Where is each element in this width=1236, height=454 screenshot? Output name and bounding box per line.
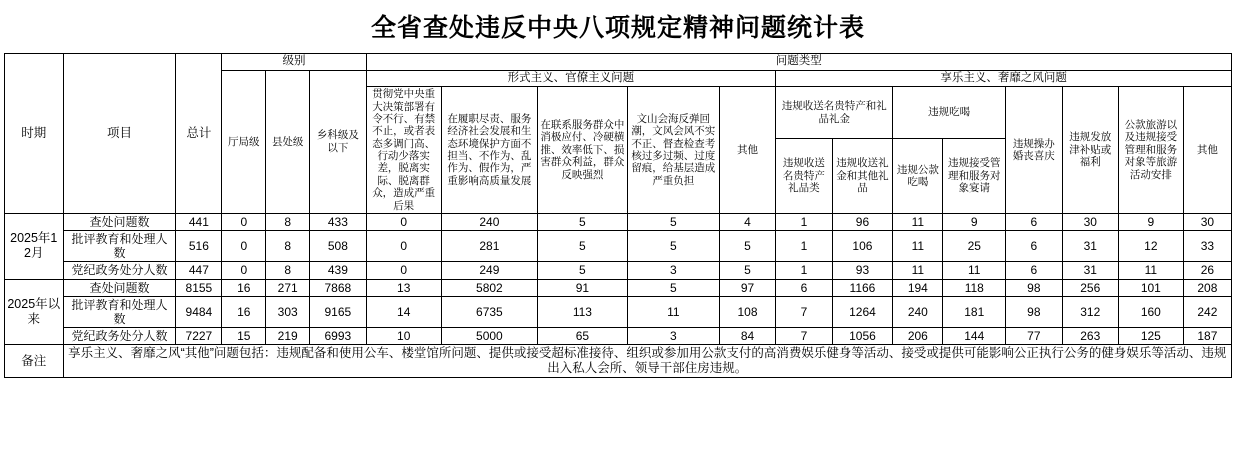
cell-gift-2: 96	[832, 213, 893, 230]
table-row	[5, 213, 1232, 230]
cell-formalism-other: 84	[719, 327, 775, 344]
table-row	[5, 296, 1232, 327]
header-formalism-col-2: 在履职尽责、服务经济社会发展和生态环境保护方面不担当、不作为、乱作为、假作为，严重影响高质量发展	[441, 87, 537, 214]
cell-dining-1: 11	[893, 213, 943, 230]
cell-hedonism-other: 33	[1183, 231, 1231, 262]
statistics-table	[4, 53, 1232, 378]
cell-total: 7227	[176, 327, 222, 344]
cell-formalism-4: 11	[627, 296, 719, 327]
header-period: 时期	[5, 54, 64, 214]
cell-formalism-other: 5	[719, 262, 775, 279]
cell-wedding: 98	[1006, 296, 1062, 327]
remark-label: 备注	[5, 345, 64, 378]
cell-dining-1: 11	[893, 231, 943, 262]
cell-hedonism-other: 242	[1183, 296, 1231, 327]
cell-formalism-4: 5	[627, 279, 719, 296]
header-formalism-group: 形式主义、官僚主义问题	[366, 70, 776, 87]
cell-level-ting: 16	[222, 296, 266, 327]
cell-formalism-other: 5	[719, 231, 775, 262]
item-label: 党纪政务处分人数	[63, 262, 176, 279]
table-row	[5, 279, 1232, 296]
cell-dining-1: 194	[893, 279, 943, 296]
header-formalism-col-3: 在联系服务群众中消极应付、冷硬横推、效率低下、损害群众利益，群众反映强烈	[537, 87, 627, 214]
cell-formalism-1: 0	[366, 231, 441, 262]
cell-gift-1: 6	[776, 279, 832, 296]
cell-formalism-2: 240	[441, 213, 537, 230]
cell-level-xian: 271	[266, 279, 310, 296]
header-level-xiang: 乡科级及以下	[310, 70, 366, 213]
cell-formalism-other: 108	[719, 296, 775, 327]
header-problem-type-group: 问题类型	[366, 54, 1231, 71]
cell-formalism-1: 10	[366, 327, 441, 344]
cell-wedding: 77	[1006, 327, 1062, 344]
cell-travel: 11	[1118, 262, 1183, 279]
cell-gift-1: 7	[776, 296, 832, 327]
cell-gift-2: 1056	[832, 327, 893, 344]
cell-allowance: 31	[1062, 262, 1118, 279]
table-row	[5, 262, 1232, 279]
cell-level-ting: 15	[222, 327, 266, 344]
cell-level-ting: 0	[222, 262, 266, 279]
cell-total: 9484	[176, 296, 222, 327]
period-cell-2: 2025年以来	[5, 279, 64, 345]
header-dining-col-2: 违规接受管理和服务对象宴请	[943, 138, 1006, 213]
cell-level-xian: 219	[266, 327, 310, 344]
cell-hedonism-other: 208	[1183, 279, 1231, 296]
cell-formalism-3: 91	[537, 279, 627, 296]
header-gift-col-2: 违规收送礼金和其他礼品	[832, 138, 893, 213]
cell-total: 516	[176, 231, 222, 262]
header-total: 总计	[176, 54, 222, 214]
cell-total: 8155	[176, 279, 222, 296]
cell-level-xian: 8	[266, 262, 310, 279]
cell-travel: 12	[1118, 231, 1183, 262]
cell-wedding: 6	[1006, 231, 1062, 262]
header-wedding-col: 违规操办婚丧喜庆	[1006, 87, 1062, 214]
cell-level-ting: 16	[222, 279, 266, 296]
cell-formalism-4: 3	[627, 327, 719, 344]
cell-level-xian: 8	[266, 213, 310, 230]
cell-formalism-2: 249	[441, 262, 537, 279]
cell-level-xiang: 7868	[310, 279, 366, 296]
cell-hedonism-other: 30	[1183, 213, 1231, 230]
cell-wedding: 98	[1006, 279, 1062, 296]
cell-formalism-2: 6735	[441, 296, 537, 327]
cell-gift-2: 1264	[832, 296, 893, 327]
cell-formalism-4: 5	[627, 213, 719, 230]
cell-level-xiang: 433	[310, 213, 366, 230]
item-label: 查处问题数	[63, 279, 176, 296]
cell-formalism-1: 13	[366, 279, 441, 296]
header-item: 项目	[63, 54, 176, 214]
remark-text: 享乐主义、奢靡之风“其他”问题包括：违规配备和使用公车、楼堂馆所问题、提供或接受超标准接待、组织或参加用公款支付的高消费娱乐健身等活动、接受或提供可能影响公正执行公务的健身娱乐等活动、违规出入私人会所、领导干部住房违规。	[63, 345, 1231, 378]
cell-formalism-1: 0	[366, 213, 441, 230]
cell-level-xiang: 6993	[310, 327, 366, 344]
cell-travel: 125	[1118, 327, 1183, 344]
cell-level-xiang: 9165	[310, 296, 366, 327]
cell-formalism-other: 97	[719, 279, 775, 296]
cell-dining-2: 11	[943, 262, 1006, 279]
cell-dining-2: 144	[943, 327, 1006, 344]
cell-formalism-1: 14	[366, 296, 441, 327]
cell-gift-1: 1	[776, 262, 832, 279]
cell-level-xian: 8	[266, 231, 310, 262]
header-gift-group: 违规收送名贵特产和礼品礼金	[776, 87, 893, 139]
item-label: 查处问题数	[63, 213, 176, 230]
cell-allowance: 256	[1062, 279, 1118, 296]
item-label: 党纪政务处分人数	[63, 327, 176, 344]
cell-level-xiang: 508	[310, 231, 366, 262]
cell-dining-1: 11	[893, 262, 943, 279]
header-row-1	[5, 54, 1232, 71]
cell-wedding: 6	[1006, 262, 1062, 279]
cell-total: 441	[176, 213, 222, 230]
cell-level-ting: 0	[222, 213, 266, 230]
cell-gift-2: 106	[832, 231, 893, 262]
cell-dining-2: 9	[943, 213, 1006, 230]
cell-gift-2: 1166	[832, 279, 893, 296]
cell-dining-1: 240	[893, 296, 943, 327]
cell-gift-1: 7	[776, 327, 832, 344]
cell-formalism-4: 3	[627, 262, 719, 279]
cell-formalism-other: 4	[719, 213, 775, 230]
cell-level-ting: 0	[222, 231, 266, 262]
cell-level-xiang: 439	[310, 262, 366, 279]
cell-allowance: 263	[1062, 327, 1118, 344]
cell-formalism-2: 5802	[441, 279, 537, 296]
item-label: 批评教育和处理人数	[63, 231, 176, 262]
cell-travel: 160	[1118, 296, 1183, 327]
header-level-ting: 厅局级	[222, 70, 266, 213]
cell-allowance: 312	[1062, 296, 1118, 327]
cell-level-xian: 303	[266, 296, 310, 327]
cell-formalism-2: 281	[441, 231, 537, 262]
cell-gift-2: 93	[832, 262, 893, 279]
cell-formalism-4: 5	[627, 231, 719, 262]
header-formalism-col-other: 其他	[719, 87, 775, 214]
cell-allowance: 31	[1062, 231, 1118, 262]
cell-hedonism-other: 26	[1183, 262, 1231, 279]
header-level-xian: 县处级	[266, 70, 310, 213]
cell-travel: 9	[1118, 213, 1183, 230]
cell-dining-2: 118	[943, 279, 1006, 296]
cell-formalism-1: 0	[366, 262, 441, 279]
cell-dining-1: 206	[893, 327, 943, 344]
page-title: 全省查处违反中央八项规定精神问题统计表	[370, 13, 865, 42]
cell-formalism-3: 113	[537, 296, 627, 327]
header-dining-group: 违规吃喝	[893, 87, 1006, 139]
period-cell-1: 2025年12月	[5, 213, 64, 279]
cell-formalism-3: 5	[537, 262, 627, 279]
header-hedonism-group: 享乐主义、奢靡之风问题	[776, 70, 1232, 87]
cell-gift-1: 1	[776, 231, 832, 262]
cell-wedding: 6	[1006, 213, 1062, 230]
header-allowance-col: 违规发放津补贴或福利	[1062, 87, 1118, 214]
header-hedonism-other-col: 其他	[1183, 87, 1231, 214]
header-formalism-col-4: 文山会海反弹回潮，文风会风不实不正、督查检查考核过多过频、过度留痕，给基层造成严重负担	[627, 87, 719, 214]
cell-total: 447	[176, 262, 222, 279]
header-gift-col-1: 违规收送名贵特产礼品类	[776, 138, 832, 213]
cell-travel: 101	[1118, 279, 1183, 296]
cell-formalism-3: 5	[537, 213, 627, 230]
cell-hedonism-other: 187	[1183, 327, 1231, 344]
header-formalism-col-1: 贯彻党中央重大决策部署有令不行、有禁不止，或者表态多调门高、行动少落实差，脱离实际、脱离群众，造成严重后果	[366, 87, 441, 214]
header-travel-col: 公款旅游以及违规接受管理和服务对象等旅游活动安排	[1118, 87, 1183, 214]
cell-allowance: 30	[1062, 213, 1118, 230]
item-label: 批评教育和处理人数	[63, 296, 176, 327]
cell-dining-2: 25	[943, 231, 1006, 262]
remark-row	[5, 345, 1232, 378]
cell-formalism-3: 65	[537, 327, 627, 344]
table-row	[5, 327, 1232, 344]
table-row	[5, 231, 1232, 262]
header-dining-col-1: 违规公款吃喝	[893, 138, 943, 213]
cell-dining-2: 181	[943, 296, 1006, 327]
cell-formalism-2: 5000	[441, 327, 537, 344]
cell-formalism-3: 5	[537, 231, 627, 262]
header-level-group: 级别	[222, 54, 366, 71]
cell-gift-1: 1	[776, 213, 832, 230]
